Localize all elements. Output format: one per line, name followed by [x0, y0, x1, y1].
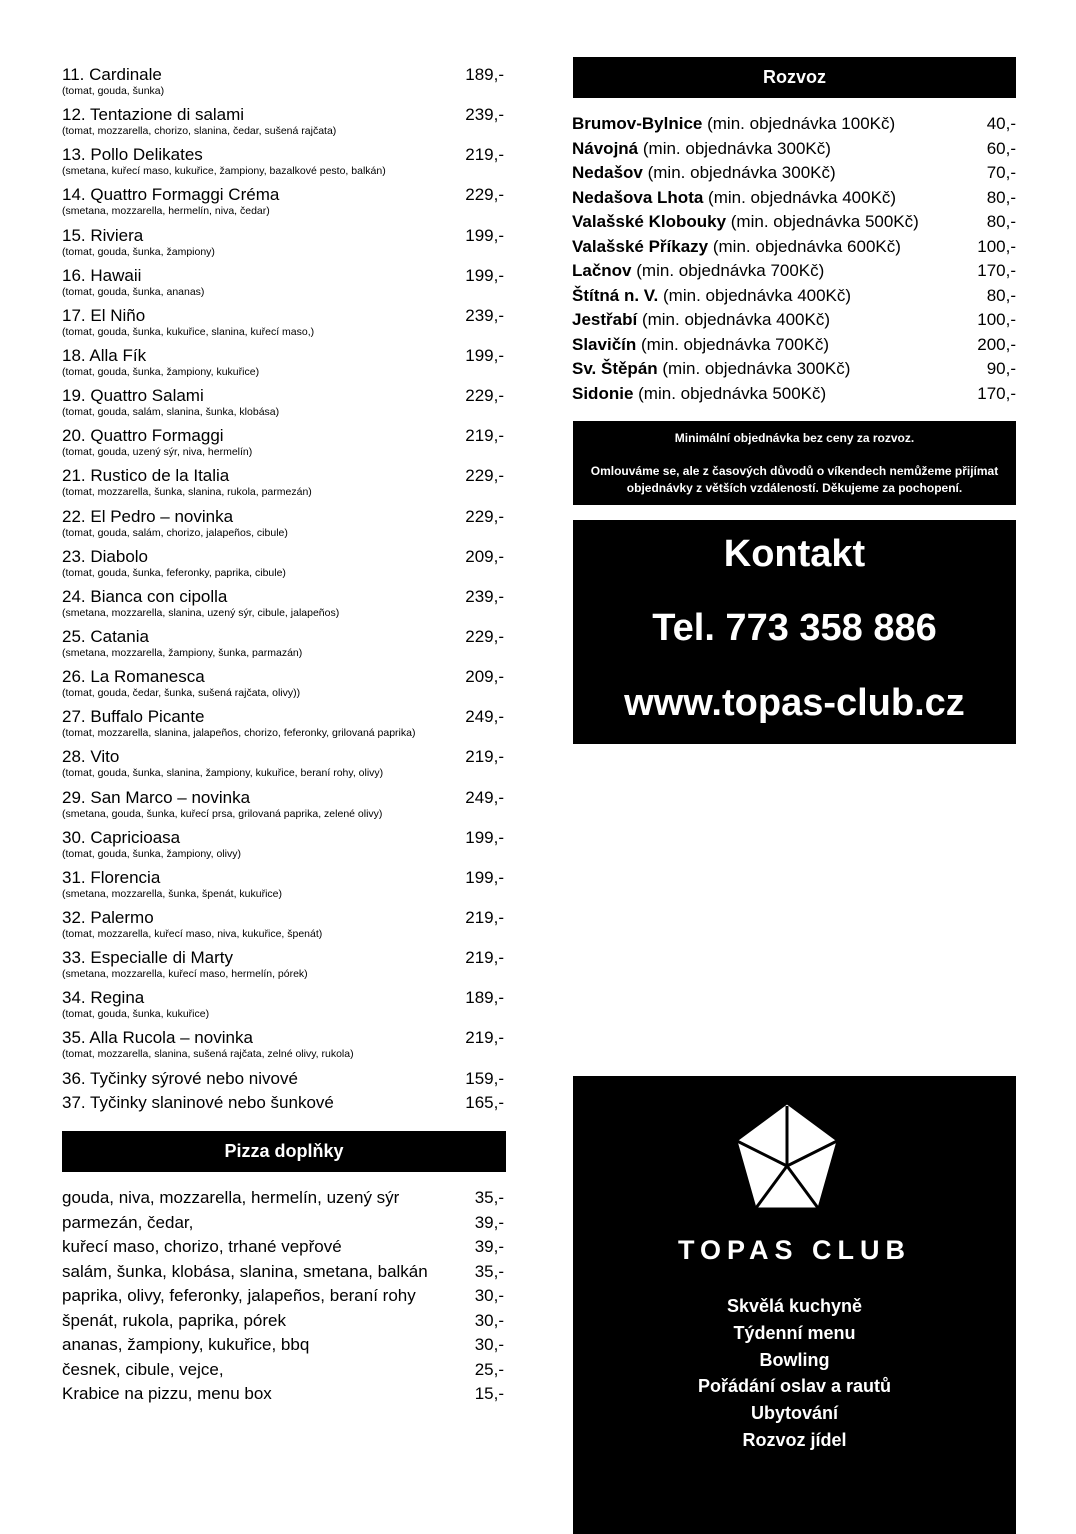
- delivery-place: Lačnov: [572, 261, 632, 280]
- delivery-minimum: (min. objednávka 500Kč): [638, 383, 827, 403]
- pizza-line: [62, 64, 506, 85]
- addon-row: [62, 1260, 506, 1285]
- pizza-ingredients: (smetana, gouda, šunka, kuřecí prsa, grilovaná paprika, zelené olivy): [62, 807, 383, 820]
- addon-row: [62, 1186, 506, 1211]
- addons-list: [62, 1186, 506, 1407]
- pizza-line: [62, 104, 506, 125]
- delivery-row: [572, 161, 1016, 186]
- pizza-name: 27. Buffalo Picante: [62, 707, 205, 727]
- pizza-item: [62, 827, 506, 867]
- feature-item: Pořádání oslav a rautů: [697, 1376, 892, 1397]
- brand-name: TOPAS CLUB: [677, 1235, 911, 1265]
- delivery-destination: [572, 259, 824, 284]
- delivery-price: 60,-: [986, 138, 1016, 158]
- pizza-price: 249,-: [465, 787, 504, 807]
- pizza-line: [62, 987, 506, 1008]
- delivery-place: Nedašova Lhota: [572, 187, 704, 207]
- delivery-minimum: (min. objednávka 400Kč): [641, 310, 830, 329]
- pizza-name: 29. San Marco – novinka: [62, 787, 251, 807]
- pizza-name: 28. Vito: [62, 747, 120, 767]
- pizza-item: [62, 385, 506, 425]
- pizza-price: 229,-: [465, 506, 504, 526]
- delivery-place: Sv. Štěpán: [572, 359, 658, 378]
- addon-price: 35,-: [474, 1261, 504, 1281]
- addon-price: 25,-: [474, 1359, 504, 1379]
- pizza-line: [62, 1092, 506, 1113]
- delivery-row: [572, 137, 1016, 162]
- addon-price: 30,-: [474, 1310, 504, 1330]
- pizza-ingredients: (tomat, gouda, šunka, žampiony, kukuřice): [62, 365, 260, 378]
- pizza-price: 219,-: [465, 145, 504, 165]
- addon-price: 39,-: [474, 1237, 504, 1256]
- pizza-ingredients: (tomat, gouda, salám, chorizo, jalapeños, cibule): [62, 526, 288, 539]
- pizza-name: 33. Especialle di Marty: [62, 948, 234, 968]
- delivery-place: Valašské Příkazy: [572, 236, 709, 256]
- addon-price: 30,-: [474, 1335, 504, 1354]
- delivery-destination: [572, 161, 836, 186]
- pizza-ingredients: (smetana, mozzarella, žampiony, šunka, parmazán): [62, 646, 303, 659]
- delivery-minimum: (min. objednávka 300Kč): [642, 138, 831, 158]
- delivery-destination: [572, 382, 826, 407]
- delivery-destination: [572, 357, 850, 382]
- pizza-price: 219,-: [465, 1028, 504, 1048]
- addon-label: špenát, rukola, paprika, pórek: [62, 1310, 286, 1330]
- pizza-price: 199,-: [465, 265, 504, 285]
- addon-label: paprika, olivy, feferonky, jalapeños, beraní rohy: [62, 1286, 416, 1305]
- pizza-line: [62, 666, 506, 687]
- pizza-price: 199,-: [465, 345, 504, 365]
- delivery-row: [572, 186, 1016, 211]
- pizza-line: [62, 425, 506, 446]
- pizza-name: 37. Tyčinky slaninové nebo šunkové: [62, 1093, 334, 1113]
- pizza-name: 25. Catania: [62, 626, 149, 646]
- addon-row: [62, 1333, 506, 1358]
- pizza-item: [62, 104, 506, 144]
- pizza-price: 219,-: [465, 948, 504, 968]
- pizza-price: 209,-: [465, 667, 504, 687]
- delivery-row: [572, 235, 1016, 260]
- pizza-item: [62, 225, 506, 265]
- addon-price: 39,-: [474, 1212, 504, 1232]
- pizza-ingredients: (tomat, gouda, šunka): [62, 85, 165, 97]
- pizza-line: [62, 305, 506, 326]
- feature-item: Bowling: [759, 1349, 830, 1370]
- pizza-line: [62, 385, 506, 406]
- contact-website[interactable]: www.topas-club.cz: [624, 682, 965, 724]
- pizza-line: [62, 787, 506, 808]
- feature-item: Týdenní menu: [733, 1322, 856, 1343]
- pizza-price: 239,-: [465, 105, 504, 125]
- addon-label: parmezán, čedar,: [62, 1212, 194, 1232]
- pizza-price: 189,-: [465, 988, 504, 1008]
- pizza-price: 229,-: [465, 626, 504, 646]
- pizza-item: [62, 907, 506, 947]
- pizza-ingredients: (tomat, gouda, šunka, žampiony, olivy): [62, 847, 241, 860]
- pizza-name: 12. Tentazione di salami: [62, 105, 245, 125]
- pizza-ingredients: (tomat, gouda, šunka, feferonky, paprika, cibule): [62, 566, 286, 579]
- pizza-line: [62, 144, 506, 165]
- pizza-ingredients: (smetana, mozzarella, šunka, špenát, kukuřice): [62, 887, 283, 900]
- pizza-line: [62, 827, 506, 848]
- addon-price: 15,-: [474, 1384, 504, 1403]
- delivery-price: 170,-: [977, 383, 1016, 403]
- pizza-price: 219,-: [465, 907, 504, 927]
- pizza-name: 26. La Romanesca: [62, 667, 205, 687]
- pizza-line: [62, 184, 506, 205]
- delivery-minimum: (min. objednávka 400Kč): [708, 187, 897, 207]
- pizza-item: [62, 425, 506, 465]
- delivery-price: 80,-: [986, 212, 1016, 231]
- pizza-name: 31. Florencia: [62, 867, 161, 887]
- pizza-line: [62, 345, 506, 366]
- addon-label: salám, šunka, klobása, slanina, smetana, balkán: [62, 1261, 428, 1281]
- pizza-price: 249,-: [465, 707, 504, 727]
- delivery-row: [572, 112, 1016, 137]
- delivery-minimum: (min. objednávka 300Kč): [647, 163, 836, 182]
- delivery-price: 200,-: [977, 334, 1016, 354]
- pizza-price: 239,-: [465, 586, 504, 606]
- pizza-item: [62, 947, 506, 987]
- delivery-minimum: (min. objednávka 500Kč): [730, 212, 919, 231]
- pizza-ingredients: (tomat, gouda, šunka, ananas): [62, 285, 205, 298]
- delivery-row: [572, 210, 1016, 235]
- delivery-destination: [572, 235, 901, 260]
- pizza-name: 23. Diabolo: [62, 546, 149, 566]
- pizza-ingredients: (tomat, mozzarella, slanina, sušená rajčata, zelné olivy, rukola): [62, 1048, 354, 1061]
- delivery-destination: [572, 210, 919, 235]
- delivery-place: Sidonie: [572, 383, 634, 403]
- pizza-price: 209,-: [465, 546, 504, 566]
- delivery-destination: [572, 308, 830, 333]
- delivery-place: Štítná n. V.: [572, 285, 659, 305]
- delivery-price: 80,-: [986, 285, 1016, 305]
- pizza-name: 24. Bianca con cipolla: [62, 586, 228, 606]
- pizza-price: 229,-: [465, 386, 504, 406]
- pizza-line: [62, 706, 506, 727]
- pizza-name: 34. Regina: [62, 988, 145, 1008]
- pizza-line: [62, 506, 506, 527]
- addons-header: Pizza doplňky: [62, 1131, 506, 1172]
- contact-box: [573, 520, 1016, 744]
- delivery-price: 80,-: [986, 187, 1016, 207]
- delivery-minimum: (min. objednávka 100Kč): [707, 114, 896, 133]
- notice-line-2: Omlouváme se, ale z časových důvodů o víkendech nemůžeme přijímat objednávky z větších vzdáleností. Děkujeme za pochopení.: [590, 464, 999, 495]
- pizza-item: [62, 1027, 506, 1067]
- pizza-price: 189,-: [465, 65, 504, 84]
- delivery-destination: [572, 186, 896, 211]
- delivery-row: [572, 382, 1016, 407]
- delivery-row: [572, 333, 1016, 358]
- pizza-line: [62, 1068, 506, 1089]
- delivery-row: [572, 357, 1016, 382]
- delivery-price: 90,-: [986, 359, 1016, 378]
- pizza-line: [62, 465, 506, 486]
- pizza-price: 239,-: [465, 305, 504, 325]
- pizza-ingredients: (smetana, mozzarella, hermelín, niva, čedar): [62, 205, 270, 218]
- pizza-ingredients: (tomat, gouda, salám, slanina, šunka, klobása): [62, 406, 280, 419]
- notice-line-1: Minimální objednávka bez ceny za rozvoz.: [674, 431, 915, 445]
- addon-row: [62, 1235, 506, 1260]
- addon-price: 35,-: [474, 1188, 504, 1207]
- pizza-item: [62, 706, 506, 746]
- pizza-ingredients: (smetana, mozzarella, kuřecí maso, hermelín, pórek): [62, 968, 308, 981]
- pizza-item: [62, 64, 506, 104]
- pizza-item: [62, 465, 506, 505]
- pizza-line: [62, 867, 506, 888]
- addon-label: ananas, žampiony, kukuřice, bbq: [62, 1335, 310, 1354]
- pizza-item: [62, 746, 506, 786]
- pizza-line: [62, 586, 506, 607]
- addon-price: 30,-: [474, 1286, 504, 1305]
- pizza-item: [62, 265, 506, 305]
- delivery-place: Návojná: [572, 138, 639, 158]
- delivery-destination: [572, 333, 829, 358]
- pizza-price: 199,-: [465, 225, 504, 245]
- delivery-price: 70,-: [986, 163, 1016, 182]
- pizza-ingredients: (tomat, mozzarella, kuřecí maso, niva, kukuřice, špenát): [62, 927, 323, 940]
- delivery-price: 170,-: [977, 261, 1016, 280]
- pizza-item: [62, 586, 506, 626]
- addon-row: [62, 1211, 506, 1236]
- delivery-notice: [573, 421, 1016, 505]
- delivery-row: [572, 284, 1016, 309]
- delivery-destination: [572, 112, 895, 137]
- pizza-item: [62, 626, 506, 666]
- pizza-name: 36. Tyčinky sýrové nebo nivové: [62, 1068, 298, 1088]
- pizza-line: [62, 947, 506, 968]
- pizza-name: 35. Alla Rucola – novinka: [62, 1028, 253, 1048]
- pizza-item: [62, 546, 506, 586]
- pizza-line: [62, 907, 506, 928]
- addon-label: kuřecí maso, chorizo, trhané vepřové: [62, 1237, 342, 1256]
- pizza-name: 17. El Niño: [62, 305, 146, 325]
- pizza-name: 15. Riviera: [62, 225, 144, 245]
- addon-label: Krabice na pizzu, menu box: [62, 1384, 272, 1403]
- pizza-name: 22. El Pedro – novinka: [62, 506, 234, 526]
- pizza-item: [62, 345, 506, 385]
- pizza-name: 20. Quattro Formaggi: [62, 426, 224, 446]
- pizza-price: 159,-: [465, 1068, 504, 1088]
- addon-row: [62, 1284, 506, 1309]
- addon-label: česnek, cibule, vejce,: [62, 1359, 224, 1379]
- addon-row: [62, 1358, 506, 1383]
- delivery-price: 40,-: [986, 114, 1016, 133]
- pizza-ingredients: (tomat, gouda, šunka, kukuřice): [62, 1008, 210, 1021]
- delivery-row: [572, 259, 1016, 284]
- pizza-price: 229,-: [465, 185, 504, 205]
- pizza-ingredients: (smetana, mozzarella, slanina, uzený sýr, cibule, jalapeños): [62, 606, 340, 619]
- feature-item: Rozvoz jídel: [742, 1429, 847, 1450]
- addon-row: [62, 1309, 506, 1334]
- delivery-destination: [572, 137, 831, 162]
- pizza-item: [62, 144, 506, 184]
- pizza-item: [62, 666, 506, 706]
- pizza-name: 30. Capricioasa: [62, 827, 181, 847]
- pizza-line: [62, 265, 506, 286]
- pizza-ingredients: (tomat, gouda, šunka, žampiony): [62, 245, 215, 258]
- delivery-minimum: (min. objednávka 400Kč): [663, 285, 852, 305]
- pizza-price: 219,-: [465, 426, 504, 446]
- pizza-ingredients: (smetana, kuřecí maso, kukuřice, žampiony, bazalkové pesto, balkán): [62, 165, 386, 178]
- pizza-ingredients: (tomat, mozzarella, šunka, slanina, rukola, parmezán): [62, 486, 312, 499]
- pizza-name: 13. Pollo Delikates: [62, 145, 203, 165]
- delivery-minimum: (min. objednávka 700Kč): [641, 334, 830, 354]
- features-list: [573, 1293, 1016, 1454]
- delivery-place: Valašské Klobouky: [572, 212, 727, 231]
- delivery-price: 100,-: [977, 310, 1016, 329]
- pizza-menu-list: [62, 64, 506, 1117]
- pizza-name: 19. Quattro Salami: [62, 386, 204, 406]
- pizza-line: [62, 225, 506, 246]
- pizza-name: 16. Hawaii: [62, 265, 142, 285]
- pizza-ingredients: (tomat, gouda, šunka, slanina, žampiony, kukuřice, beraní rohy, olivy): [62, 767, 384, 780]
- pizza-item: [62, 305, 506, 345]
- feature-item: Ubytování: [750, 1403, 838, 1424]
- pizza-line: [62, 1027, 506, 1048]
- delivery-list: [572, 112, 1016, 406]
- pizza-item: [62, 787, 506, 827]
- contact-title: Kontakt: [723, 533, 866, 575]
- pizza-ingredients: (tomat, mozzarella, chorizo, slanina, čedar, sušená rajčata): [62, 125, 337, 138]
- delivery-minimum: (min. objednávka 700Kč): [636, 261, 825, 280]
- pizza-item: [62, 1092, 506, 1117]
- pizza-name: 11. Cardinale: [62, 65, 162, 84]
- delivery-place: Slavičín: [572, 334, 637, 354]
- pizza-price: 219,-: [465, 747, 504, 767]
- delivery-place: Brumov-Bylnice: [572, 114, 703, 133]
- pizza-price: 165,-: [465, 1093, 504, 1113]
- pizza-line: [62, 746, 506, 767]
- addon-row: [62, 1382, 506, 1407]
- pizza-name: 14. Quattro Formaggi Créma: [62, 185, 280, 205]
- pizza-name: 32. Palermo: [62, 907, 154, 927]
- addon-label: gouda, niva, mozzarella, hermelín, uzený sýr: [62, 1188, 400, 1207]
- pizza-ingredients: (tomat, gouda, uzený sýr, niva, hermelín): [62, 446, 253, 459]
- delivery-minimum: (min. objednávka 600Kč): [712, 236, 901, 256]
- pizza-item: [62, 506, 506, 546]
- pizza-item: [62, 184, 506, 224]
- pizza-line: [62, 546, 506, 567]
- delivery-minimum: (min. objednávka 300Kč): [662, 359, 851, 378]
- pizza-ingredients: (tomat, gouda, čedar, šunka, sušená rajčata, olivy)): [62, 687, 301, 700]
- delivery-destination: [572, 284, 851, 309]
- pizza-line: [62, 626, 506, 647]
- pizza-name: 21. Rustico de la Italia: [62, 466, 230, 486]
- delivery-row: [572, 308, 1016, 333]
- pentagon-gem-icon: [734, 1104, 840, 1210]
- pizza-item: [62, 867, 506, 907]
- pizza-item: [62, 987, 506, 1027]
- delivery-header: Rozvoz: [573, 57, 1016, 98]
- delivery-place: Nedašov: [572, 163, 643, 182]
- pizza-item: [62, 1068, 506, 1093]
- contact-phone[interactable]: Tel. 773 358 886: [652, 607, 937, 649]
- feature-item: Skvělá kuchyně: [726, 1296, 863, 1316]
- pizza-name: 18. Alla Fík: [62, 345, 147, 365]
- pizza-price: 199,-: [465, 867, 504, 887]
- delivery-place: Jestřabí: [572, 310, 638, 329]
- delivery-price: 100,-: [977, 236, 1016, 256]
- pizza-ingredients: (tomat, gouda, šunka, kukuřice, slanina, kuřecí maso,): [62, 325, 315, 338]
- pizza-ingredients: (tomat, mozzarella, slanina, jalapeños, chorizo, feferonky, grilovaná paprika): [62, 727, 416, 740]
- pizza-price: 229,-: [465, 466, 504, 486]
- pizza-price: 199,-: [465, 827, 504, 847]
